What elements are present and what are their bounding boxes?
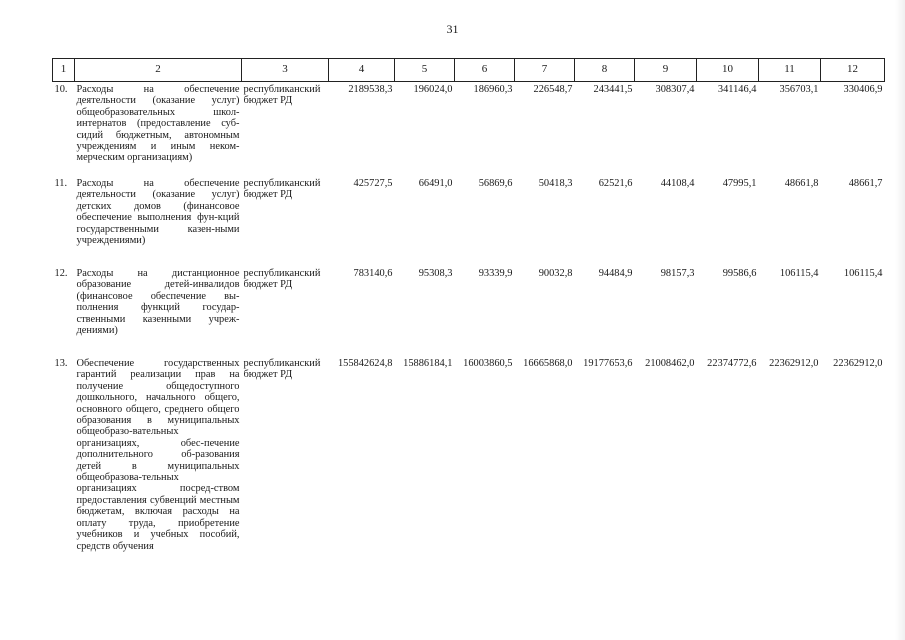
- row-funding-source: республиканский бюджет РД: [243, 268, 321, 291]
- table-row: [53, 82, 885, 177]
- row-value: 19177653,6: [583, 358, 633, 369]
- row-value: 22362912,0: [769, 358, 819, 369]
- column-header: 10: [697, 59, 759, 82]
- row-number: 12.: [54, 268, 68, 279]
- row-value: 196024,0: [413, 84, 453, 95]
- column-header: 11: [759, 59, 821, 82]
- row-value: 56869,6: [478, 178, 513, 189]
- row-value: 106115,4: [779, 268, 819, 279]
- row-value: 186960,3: [473, 84, 513, 95]
- row-value: 90032,8: [538, 268, 573, 279]
- column-header: 2: [75, 59, 242, 82]
- row-value: 62521,6: [598, 178, 633, 189]
- row-funding-source: республиканский бюджет РД: [243, 84, 321, 107]
- row-value: 50418,3: [538, 178, 573, 189]
- row-description: Расходы на обеспечение деятельности (оказание услуг) детских домов (финансовое обеспечение выполнения фун-кций государственными казен-ными учреждениями): [76, 178, 240, 247]
- row-value: 243441,5: [593, 84, 633, 95]
- page-number: 31: [446, 22, 459, 36]
- column-header: 1: [53, 59, 75, 82]
- column-header: 12: [821, 59, 885, 82]
- row-value: 66491,0: [418, 178, 453, 189]
- row-number: 11.: [54, 178, 68, 189]
- row-value: 356703,1: [779, 84, 819, 95]
- row-value: 48661,7: [848, 178, 883, 189]
- row-value: 425727,5: [353, 178, 393, 189]
- row-value: 44108,4: [660, 178, 695, 189]
- row-value: 93339,9: [478, 268, 513, 279]
- budget-table: [52, 58, 885, 598]
- column-header: 9: [635, 59, 697, 82]
- row-value: 330406,9: [843, 84, 883, 95]
- row-value: 22374772,6: [707, 358, 757, 369]
- row-value: 16003860,5: [463, 358, 513, 369]
- row-value: 2189538,3: [348, 84, 393, 95]
- column-header: 5: [395, 59, 455, 82]
- table-row: [53, 176, 885, 266]
- row-value: 16665868,0: [523, 358, 573, 369]
- table-row: [53, 266, 885, 356]
- row-value: 106115,4: [843, 268, 883, 279]
- row-description: Расходы на обеспечение деятельности (оказание услуг) общеобразовательных школ-интернатов (предоставление суб-сидий бюджетным, автономным учреждениям и иным неком-мерческим организациям): [76, 84, 240, 164]
- column-header: 3: [242, 59, 329, 82]
- column-header: 4: [329, 59, 395, 82]
- row-value: 341146,4: [717, 84, 757, 95]
- row-value: 99586,6: [722, 268, 757, 279]
- column-header: 6: [455, 59, 515, 82]
- column-header: 8: [575, 59, 635, 82]
- row-value: 783140,6: [353, 268, 393, 279]
- row-value: 48661,8: [784, 178, 819, 189]
- row-funding-source: республиканский бюджет РД: [243, 178, 321, 201]
- row-value: 21008462,0: [645, 358, 695, 369]
- column-header: 7: [515, 59, 575, 82]
- row-value: 308307,4: [655, 84, 695, 95]
- row-value: 22362912,0: [833, 358, 883, 369]
- row-value: 95308,3: [418, 268, 453, 279]
- row-value: 15886184,1: [403, 358, 453, 369]
- row-description: Расходы на дистанционное образование детей-инвалидов (финансовое обеспечение вы-полнения функций государ-ственными казенными учреж-дениями): [76, 268, 240, 337]
- row-description: Обеспечение государственных гарантий реализации прав на получение общедоступного дошкольного, начального общего, основного общего, среднего общего образования в муниципальных общеобразо-вательных организациях, обес-печение дополнительного об-разования детей в муниципальных общеобразова-тельных организациях посред-ством предоставления субвенций местным бюджетам, включая расходы на оплату труда, приобретение учебников и учебных пособий, средств обучения: [76, 358, 240, 552]
- row-value: 47995,1: [722, 178, 757, 189]
- row-value: 98157,3: [660, 268, 695, 279]
- row-value: 226548,7: [533, 84, 573, 95]
- row-number: 13.: [54, 358, 68, 369]
- row-value: 94484,9: [598, 268, 633, 279]
- row-funding-source: республиканский бюджет РД: [243, 358, 321, 381]
- row-value: 155842624,8: [337, 358, 393, 369]
- table-row: [53, 356, 885, 598]
- row-number: 10.: [54, 84, 68, 95]
- scan-edge-shadow: [895, 0, 905, 640]
- column-number-row: [53, 59, 885, 82]
